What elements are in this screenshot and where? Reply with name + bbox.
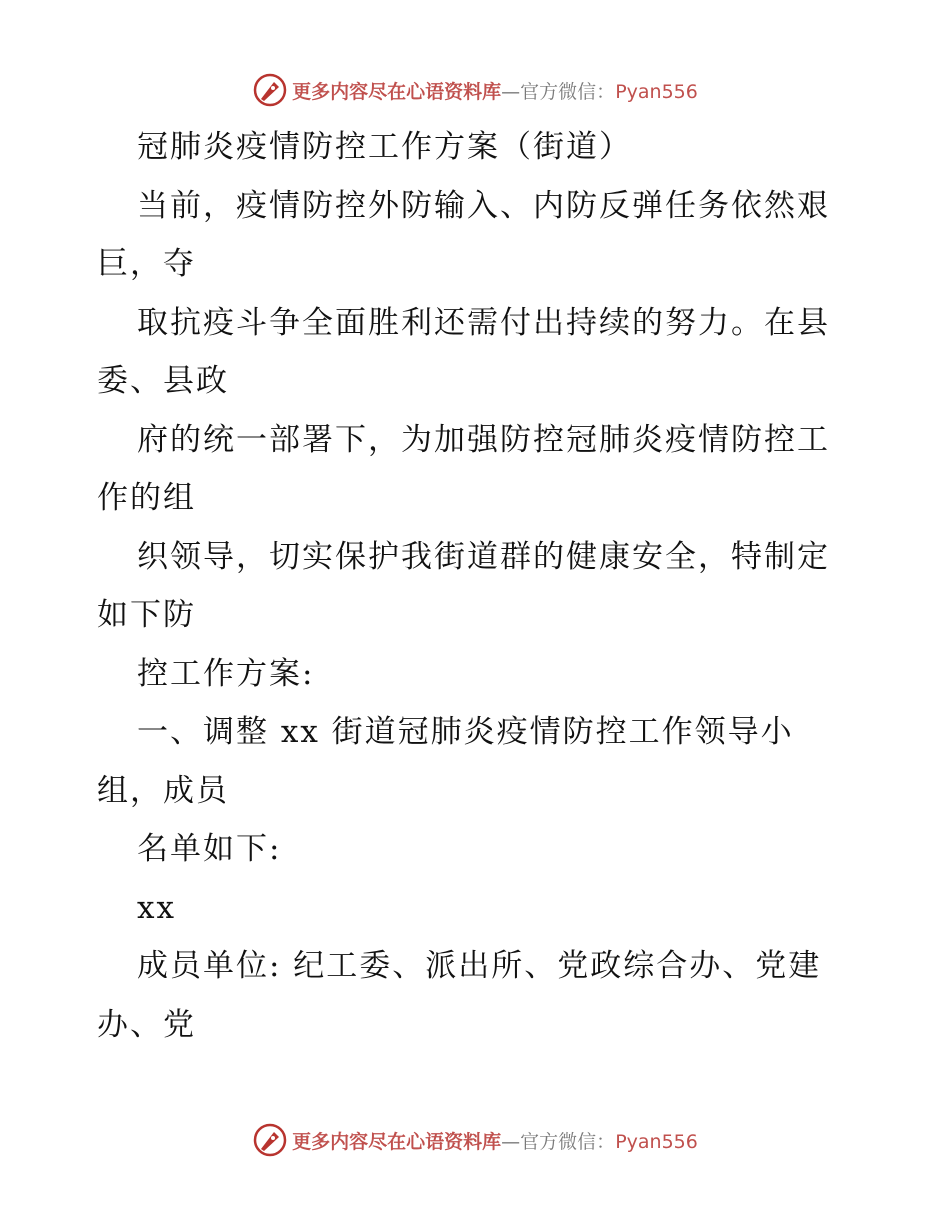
paragraph-line: 巨，夺: [97, 246, 196, 282]
footer-watermark: [0, 1120, 950, 1160]
watermark-text: 更多内容尽在心语资料库—官方微信：Pyan556: [292, 1130, 698, 1153]
paragraph-line: 作的组: [97, 480, 196, 516]
document-title: 冠肺炎疫情防控工作方案（街道）: [137, 129, 632, 165]
section-heading: 一、调整 xx 街道冠肺炎疫情防控工作领导小: [137, 714, 794, 750]
paragraph-line: 织领导，切实保护我街道群的健康安全，特制定: [137, 538, 830, 575]
paragraph-line: 取抗疫斗争全面胜利还需付出持续的努力。在县: [137, 304, 830, 341]
paragraph-line: 组，成员: [97, 772, 229, 809]
paragraph-line: 办、党: [97, 1006, 196, 1043]
pen-nib-logo-icon: [252, 72, 288, 108]
watermark-text: 更多内容尽在心语资料库—官方微信：Pyan556: [292, 80, 698, 103]
pen-nib-logo-icon: [252, 1122, 288, 1158]
paragraph-line: xx: [137, 889, 176, 926]
paragraph-line: 成员单位: 纪工委、派出所、党政综合办、党建: [137, 948, 822, 984]
paragraph-line: 如下防: [97, 597, 196, 633]
paragraph-line: 当前，疫情防控外防输入、内防反弹任务依然艰: [137, 187, 830, 224]
paragraph-line: 名单如下:: [137, 831, 282, 867]
document-body: [97, 118, 857, 1054]
header-watermark: [0, 70, 950, 110]
paragraph-line: 委、县政: [97, 363, 229, 399]
paragraph-line: 控工作方案:: [137, 655, 315, 692]
paragraph-line: 府的统一部署下，为加强防控冠肺炎疫情防控工: [137, 421, 830, 458]
